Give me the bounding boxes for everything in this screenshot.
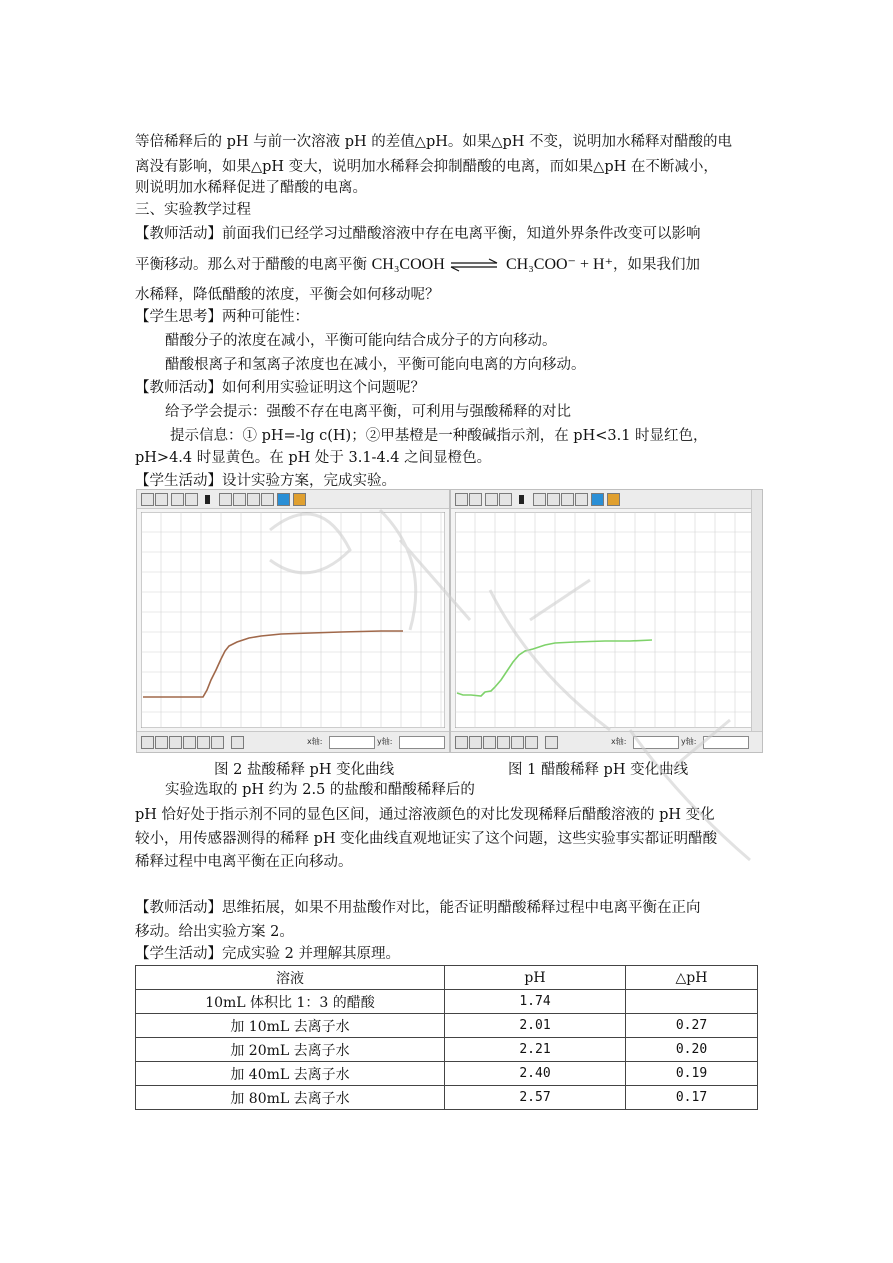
layout-icon[interactable]	[171, 493, 184, 506]
pointer-icon[interactable]	[455, 736, 468, 749]
layout-icon[interactable]	[455, 493, 468, 506]
header-ph: pH	[445, 966, 626, 990]
layout-icon[interactable]	[155, 493, 168, 506]
left-figure-caption: 图 2 盐酸稀释 pH 变化曲线	[214, 762, 395, 778]
cell-delta-ph: 0.27	[626, 1014, 758, 1038]
layout-icon[interactable]	[499, 493, 512, 506]
activity-text: 思维拓展，如果不用盐酸作对比，能否证明醋酸稀释过程中电离平衡在正向	[222, 900, 701, 916]
cell-delta-ph: 0.17	[626, 1086, 758, 1110]
play-icon[interactable]	[205, 495, 210, 504]
settings-icon[interactable]	[607, 493, 620, 506]
scrollbar[interactable]	[751, 490, 762, 752]
activity-text: ，如果我们加	[613, 257, 701, 273]
layout-icon[interactable]	[141, 493, 154, 506]
header-solution: 溶液	[136, 966, 445, 990]
right-figure-caption: 图 1 醋酸稀释 pH 变化曲线	[508, 762, 689, 778]
zoom-out-icon[interactable]	[197, 736, 210, 749]
equation-line	[135, 255, 700, 275]
activity-tag: 【教师活动】	[135, 226, 222, 242]
zoom-fit-icon[interactable]	[525, 736, 538, 749]
activity-tag: 【教师活动】	[135, 380, 222, 396]
x-axis-value[interactable]	[329, 736, 375, 749]
toolbar	[137, 490, 449, 509]
status-bar	[137, 731, 449, 752]
section-heading: 三、实验教学过程	[135, 202, 251, 218]
x-axis-value[interactable]	[633, 736, 679, 749]
zoom-out-icon[interactable]	[511, 736, 524, 749]
table-row	[136, 990, 758, 1014]
activity-tag: 【学生活动】	[135, 473, 222, 489]
possibility-1: 醋酸分子的浓度在减小，平衡可能向结合成分子的方向移动。	[165, 333, 557, 349]
equilibrium-arrow-icon	[449, 258, 501, 272]
activity-text: 前面我们已经学习过醋酸溶液中存在电离平衡，知道外界条件改变可以影响	[222, 226, 701, 242]
cell-delta-ph	[626, 990, 758, 1014]
cell-ph: 2.01	[445, 1014, 626, 1038]
activity-text: 平衡移动。那么对于醋酸的电离平衡	[135, 257, 367, 273]
activity-tag: 【教师活动】	[135, 900, 222, 916]
stop-icon[interactable]	[533, 493, 546, 506]
table-row	[136, 1014, 758, 1038]
toolbar	[451, 490, 762, 509]
cell-solution: 加 40mL 去离子水	[136, 1062, 445, 1086]
activity-tag: 【学生活动】	[135, 946, 222, 962]
sensor-icon[interactable]	[277, 493, 290, 506]
equation-left: CH₃COOH	[371, 256, 445, 273]
paragraph-line: 实验选取的 pH 约为 2.5 的盐酸和醋酸稀释后的	[165, 782, 475, 798]
activity-tag: 【学生思考】	[135, 309, 222, 325]
copy-icon[interactable]	[247, 493, 260, 506]
export-icon[interactable]	[575, 493, 588, 506]
hint-line: 给予学会提示：强酸不存在电离平衡，可利用与强酸稀释的对比	[165, 404, 571, 420]
paragraph-line: 等倍稀释后的 pH 与前一次溶液 pH 的差值△pH。如果△pH 不变，说明加水稀释对醋酸的电	[135, 134, 733, 150]
y-axis-label: y轴:	[377, 737, 393, 746]
stop-icon[interactable]	[219, 493, 232, 506]
table-row	[136, 1038, 758, 1062]
x-axis-label: x轴:	[307, 737, 323, 746]
pan-icon[interactable]	[169, 736, 182, 749]
sensor-icon[interactable]	[591, 493, 604, 506]
hcl-sensor-window	[136, 489, 450, 753]
y-axis-label: y轴:	[681, 737, 697, 746]
paragraph-line: 水稀释，降低醋酸的浓度，平衡会如何移动呢？	[135, 287, 440, 303]
table-row	[136, 1086, 758, 1110]
table-row	[136, 1062, 758, 1086]
cell-solution: 10mL 体积比 1：3 的醋酸	[136, 990, 445, 1014]
activity-text: 设计实验方案，完成实验。	[222, 473, 396, 489]
cell-ph: 1.74	[445, 990, 626, 1014]
refresh-icon[interactable]	[469, 736, 482, 749]
info-line-1: 提示信息：① pH=-lg c(H)；②甲基橙是一种酸碱指示剂，在 pH<3.1 时显红色，	[170, 428, 708, 444]
copy-icon[interactable]	[561, 493, 574, 506]
settings-icon[interactable]	[293, 493, 306, 506]
teacher-activity-2	[135, 378, 425, 398]
acetic-sensor-window	[450, 489, 763, 753]
equation-right: CH₃COO⁻ + H⁺	[505, 256, 614, 273]
zoom-in-icon[interactable]	[497, 736, 510, 749]
student-activity-2	[135, 471, 396, 491]
refresh-icon[interactable]	[155, 736, 168, 749]
acetic-ph-chart	[455, 512, 755, 728]
teacher-activity-1	[135, 224, 701, 244]
x-axis-label: x轴:	[611, 737, 627, 746]
table-header-row	[136, 966, 758, 990]
pause-icon[interactable]	[233, 493, 246, 506]
activity-text: 完成实验 2 并理解其原理。	[222, 946, 400, 962]
cell-solution: 加 10mL 去离子水	[136, 1014, 445, 1038]
play-icon[interactable]	[519, 495, 524, 504]
cell-ph: 2.21	[445, 1038, 626, 1062]
camera-icon[interactable]	[545, 736, 558, 749]
hcl-ph-chart	[141, 512, 445, 728]
status-bar	[451, 731, 762, 752]
camera-icon[interactable]	[231, 736, 244, 749]
pointer-icon[interactable]	[141, 736, 154, 749]
student-thinking	[135, 307, 309, 327]
cell-solution: 加 80mL 去离子水	[136, 1086, 445, 1110]
cell-delta-ph: 0.20	[626, 1038, 758, 1062]
cell-delta-ph: 0.19	[626, 1062, 758, 1086]
zoom-fit-icon[interactable]	[211, 736, 224, 749]
dilution-table	[135, 965, 758, 1110]
activity-text: 两种可能性：	[222, 309, 309, 325]
info-line-2: pH>4.4 时显黄色。在 pH 处于 3.1-4.4 之间显橙色。	[135, 450, 492, 466]
layout-icon[interactable]	[469, 493, 482, 506]
cell-ph: 2.57	[445, 1086, 626, 1110]
y-axis-value[interactable]	[399, 736, 445, 749]
student-activity-3	[135, 944, 400, 964]
export-icon[interactable]	[261, 493, 274, 506]
possibility-2: 醋酸根离子和氢离子浓度也在减小，平衡可能向电离的方向移动。	[165, 357, 586, 373]
teacher-activity-3	[135, 898, 701, 918]
paragraph-line: 稀释过程中电离平衡在正向移动。	[135, 854, 353, 870]
layout-icon[interactable]	[185, 493, 198, 506]
paragraph-line: pH 恰好处于指示剂不同的显色区间，通过溶液颜色的对比发现稀释后醋酸溶液的 pH 变化	[135, 807, 715, 823]
y-axis-value[interactable]	[703, 736, 749, 749]
zoom-in-icon[interactable]	[183, 736, 196, 749]
paragraph-line: 离没有影响，如果△pH 变大，说明加水稀释会抑制醋酸的电离，而如果△pH 在不断减小，	[135, 159, 718, 175]
pause-icon[interactable]	[547, 493, 560, 506]
paragraph-line: 较小，用传感器测得的稀释 pH 变化曲线直观地证实了这个问题，这些实验事实都证明醋酸	[135, 831, 718, 847]
layout-icon[interactable]	[485, 493, 498, 506]
paragraph-line: 移动。给出实验方案 2。	[135, 924, 294, 940]
cell-solution: 加 20mL 去离子水	[136, 1038, 445, 1062]
cell-ph: 2.40	[445, 1062, 626, 1086]
pan-icon[interactable]	[483, 736, 496, 749]
paragraph-line: 则说明加水稀释促进了醋酸的电离。	[135, 180, 367, 196]
header-delta-ph: △pH	[626, 966, 758, 990]
activity-text: 如何利用实验证明这个问题呢？	[222, 380, 425, 396]
